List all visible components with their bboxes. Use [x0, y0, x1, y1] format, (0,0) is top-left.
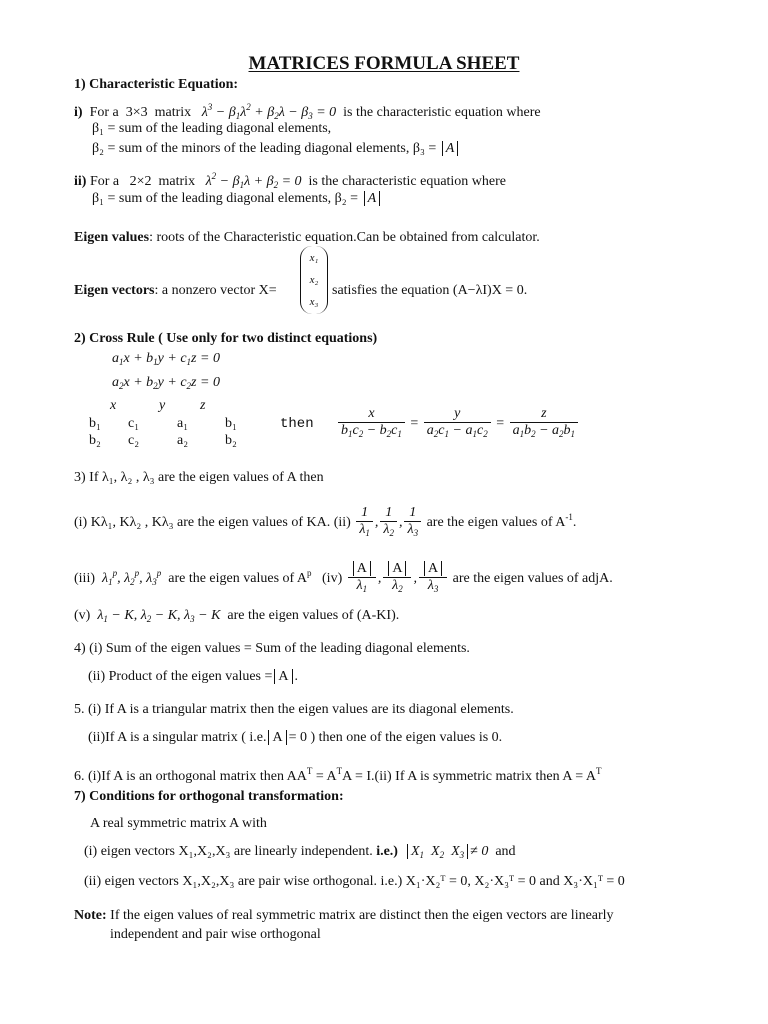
section-2-heading: 2) Cross Rule ( Use only for two distinct equations): [74, 331, 378, 346]
beta-definitions-2x2: β₁ = sum of the leading diagonal elements, β₂ = A: [92, 190, 382, 208]
cross-rule-cell: b₁: [225, 416, 237, 431]
singular-matrix-property: (ii)If A is a singular matrix ( i.e. A = 0 ) then one of the eigen values is 0.: [88, 730, 503, 745]
triangular-matrix-property: 5. (i) If A is a triangular matrix then the eigen values are its diagonal elements.: [74, 702, 514, 717]
pairwise-orthogonal-condition: (ii) eigen vectors X₁,X₂,X₃ are pair wise orthogonal. i.e.) X₁·X₂ᵀ = 0, X₂·X₃ᵀ = 0 and X₃·X₁ᵀ = 0: [84, 874, 625, 889]
cross-rule-cell: c₁: [128, 416, 140, 431]
eigen-vectors-definition: Eigen vectors: a nonzero vector X=: [74, 283, 277, 298]
property-scalar-and-inverse: (i) Kλ₁, Kλ₂ , Kλ₃ are the eigen values of KA. (ii) $\frac{1}{\lambda_1}$ , $\frac{1}{\lambda_2}$ , $\frac{1}{\lambda_3}$ are the eigen values of $A^{-1}$.: [74, 504, 577, 538]
cross-rule-cell: b₂: [225, 433, 237, 448]
page-title: MATRICES FORMULA SHEET: [248, 53, 520, 74]
linear-independence-condition: (i) eigen vectors X₁,X₂,X₃ are linearly independent. i.e.) $X_1$ $X_2$ $X_3 \ne 0$ and: [84, 844, 516, 860]
orthogonal-condition-intro: A real symmetric matrix A with: [90, 816, 267, 831]
cross-rule-equation-1: $a_1x + b_1y + c_1z = 0$: [112, 351, 220, 367]
vector-entry-x1: x₁: [309, 252, 319, 264]
cross-rule-col-z: z: [200, 398, 206, 413]
section-7-heading: 7) Conditions for orthogonal transformation:: [74, 789, 344, 804]
vector-entry-x2: x₂: [309, 274, 319, 286]
beta2-beta3-definition: β₂ = sum of the minors of the leading diagonal elements, β₃ = A: [92, 140, 460, 158]
section-1-heading: 1) Characteristic Equation:: [74, 77, 239, 92]
property-shift: (v) $\lambda_1 - K$, $\lambda_2 - K$, $\lambda_3 - K$ are the eigen values of (A-KI).: [74, 608, 400, 624]
note-line-2: independent and pair wise orthogonal: [110, 927, 321, 942]
cross-rule-cell: a₂: [177, 433, 189, 448]
cross-rule-cell: c₂: [128, 433, 140, 448]
cross-rule-col-y: y: [159, 398, 166, 413]
product-of-eigen-values: (ii) Product of the eigen values = A .: [88, 669, 299, 684]
eigen-vector-equation: satisfies the equation (A−λI)X = 0.: [332, 283, 528, 298]
section-3-intro: 3) If λ₁, λ₂ , λ₃ are the eigen values of A then: [74, 470, 324, 485]
cross-rule-cell: b₁: [89, 416, 101, 431]
cross-rule-col-x: x: [110, 398, 117, 413]
cross-rule-cell: b₂: [89, 433, 101, 448]
beta1-definition: β₁ = sum of the leading diagonal elements,: [92, 121, 332, 136]
sum-of-eigen-values: 4) (i) Sum of the eigen values = Sum of the leading diagonal elements.: [74, 641, 470, 656]
property-power-and-adjoint: (iii) $\lambda_1^p$, $\lambda_2^p$, $\lambda_3^p$ are the eigen values of $A^p$ (iv) $\frac{A}{\lambda_1}$ , $\frac{A}{\lambda_2}$ , $\frac{A}{\lambda_3}$ are the eigen values of adjA.: [74, 560, 613, 594]
orthogonal-symmetric-property: 6. (i)If A is an orthogonal matrix then $AA^T = A^TA = I.(ii)$ If A is symmetric matrix then $A = A^T$: [74, 766, 602, 784]
characteristic-eq-3x3: i) For a 3×3 matrix $\lambda^3 - \beta_1\lambda^2 + \beta_2\lambda - \beta_3 = 0$ is the characteristic equation where: [74, 102, 541, 121]
cross-rule-then: then: [280, 416, 314, 432]
vector-entry-x3: x₃: [309, 296, 319, 308]
column-vector-x: [300, 246, 328, 314]
note-line-1: Note: If the eigen values of real symmetric matrix are distinct then the eigen vectors are linearly: [74, 908, 614, 923]
cross-rule-cell: a₁: [177, 416, 189, 431]
characteristic-eq-2x2: ii) For a 2×2 matrix $\lambda^2 - \beta_1\lambda + \beta_2 = 0$ is the characteristic equation where: [74, 171, 507, 190]
cross-rule-result: $\frac{x}{b_1c_2 - b_2c_1}$ = $\frac{y}{a_2c_1 - a_1c_2}$ = $\frac{z}{a_1b_2 - a_2b_1}$: [336, 406, 580, 442]
cross-rule-equation-2: $a_2x + b_2y + c_2z = 0$: [112, 375, 220, 391]
eigen-values-definition: Eigen values: roots of the Characteristic equation.Can be obtained from calculator.: [74, 230, 540, 245]
